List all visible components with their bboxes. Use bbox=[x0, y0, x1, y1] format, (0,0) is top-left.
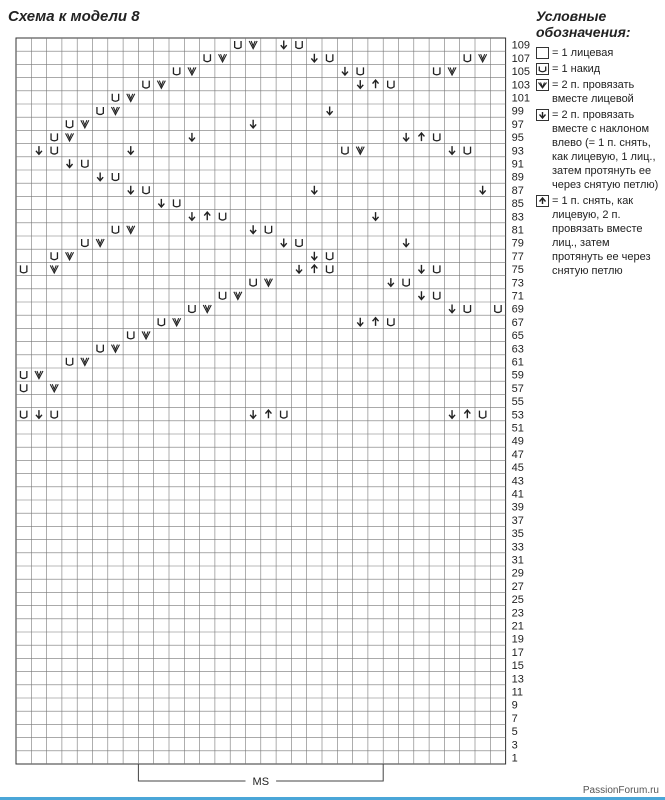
row-number: 71 bbox=[511, 290, 524, 303]
row-number: 73 bbox=[511, 277, 524, 290]
legend-item-knit bbox=[536, 46, 661, 60]
sk2p-icon bbox=[536, 195, 549, 207]
row-number: 11 bbox=[511, 686, 524, 699]
row-numbers bbox=[512, 40, 530, 765]
row-number: 99 bbox=[511, 105, 524, 118]
row-number: 75 bbox=[511, 264, 524, 277]
yo-icon bbox=[536, 63, 549, 75]
row-number: 43 bbox=[511, 475, 524, 488]
row-number: 89 bbox=[511, 171, 524, 184]
legend-text: = 1 накид bbox=[552, 63, 601, 75]
legend-item-k2tog bbox=[536, 78, 661, 106]
row-number: 101 bbox=[511, 92, 530, 105]
row-number: 19 bbox=[511, 633, 524, 646]
row-number: 57 bbox=[511, 382, 524, 395]
row-number: 95 bbox=[511, 132, 524, 145]
row-number: 31 bbox=[511, 554, 524, 567]
row-number: 37 bbox=[511, 514, 524, 527]
legend-cell bbox=[537, 48, 549, 59]
row-number: 15 bbox=[511, 660, 524, 673]
row-number: 45 bbox=[511, 462, 524, 475]
row-number: 107 bbox=[511, 52, 530, 65]
row-number: 109 bbox=[511, 39, 530, 52]
row-number: 105 bbox=[511, 66, 530, 79]
legend-items bbox=[536, 46, 661, 278]
row-number: 67 bbox=[511, 316, 524, 329]
row-number: 65 bbox=[511, 330, 524, 343]
row-number: 91 bbox=[511, 158, 524, 171]
row-number: 13 bbox=[511, 673, 524, 686]
k2tog-icon bbox=[536, 79, 549, 91]
row-number: 85 bbox=[511, 198, 524, 211]
legend bbox=[536, 8, 661, 280]
repeat-bracket bbox=[138, 764, 383, 788]
legend-title: Условные обозначения: bbox=[536, 8, 631, 40]
row-number: 83 bbox=[511, 211, 524, 224]
row-number: 69 bbox=[511, 303, 524, 316]
row-number: 63 bbox=[511, 343, 524, 356]
row-number: 21 bbox=[511, 620, 524, 633]
row-number: 59 bbox=[511, 369, 524, 382]
row-number: 97 bbox=[511, 118, 524, 131]
row-number: 47 bbox=[511, 448, 524, 461]
row-number: 17 bbox=[511, 646, 524, 659]
row-number: 103 bbox=[511, 79, 530, 92]
legend-text: = 1 лицевая bbox=[552, 47, 614, 59]
ssk-icon bbox=[536, 109, 549, 121]
row-number: 5 bbox=[511, 726, 518, 739]
row-number: 27 bbox=[511, 580, 524, 593]
legend-item-ssk bbox=[536, 108, 661, 192]
row-number: 23 bbox=[511, 607, 524, 620]
chart-title: Схема к модели 8 bbox=[8, 8, 140, 25]
legend-text: = 2 п. провязать вместе с наклоном влево (= 1 п. снять, как лицевую, 1 лиц., затем протянуть ее через снятую петлю) bbox=[552, 109, 659, 191]
row-number: 77 bbox=[511, 250, 524, 263]
row-number: 1 bbox=[511, 752, 518, 765]
row-number: 25 bbox=[511, 594, 524, 607]
row-number: 3 bbox=[511, 739, 518, 752]
legend-text: = 2 п. провязать вместе лицевой bbox=[552, 79, 635, 105]
row-number: 93 bbox=[511, 145, 524, 158]
row-number: 9 bbox=[511, 699, 518, 712]
chart-grid bbox=[16, 38, 506, 764]
row-number: 33 bbox=[511, 541, 524, 554]
row-number: 35 bbox=[511, 528, 524, 541]
legend-item-yo bbox=[536, 62, 661, 76]
row-number: 7 bbox=[511, 712, 518, 725]
row-number: 81 bbox=[511, 224, 524, 237]
row-number: 55 bbox=[511, 396, 524, 409]
row-number: 51 bbox=[511, 422, 524, 435]
row-number: 87 bbox=[511, 184, 524, 197]
repeat-label: MS bbox=[252, 776, 270, 788]
legend-cell bbox=[537, 64, 549, 75]
row-number: 61 bbox=[511, 356, 524, 369]
row-number: 53 bbox=[511, 409, 524, 422]
row-number: 41 bbox=[511, 488, 524, 501]
knit-icon bbox=[536, 47, 549, 59]
legend-item-sk2p bbox=[536, 194, 661, 278]
row-number: 39 bbox=[511, 501, 524, 514]
watermark: PassionForum.ru bbox=[582, 785, 659, 796]
legend-text: = 1 п. снять, как лицевую, 2 п. провязать вместе лиц., затем протянуть ее через снятую петлю bbox=[552, 195, 651, 277]
row-number: 49 bbox=[511, 435, 524, 448]
row-number: 79 bbox=[511, 237, 524, 250]
row-number: 29 bbox=[511, 567, 524, 580]
